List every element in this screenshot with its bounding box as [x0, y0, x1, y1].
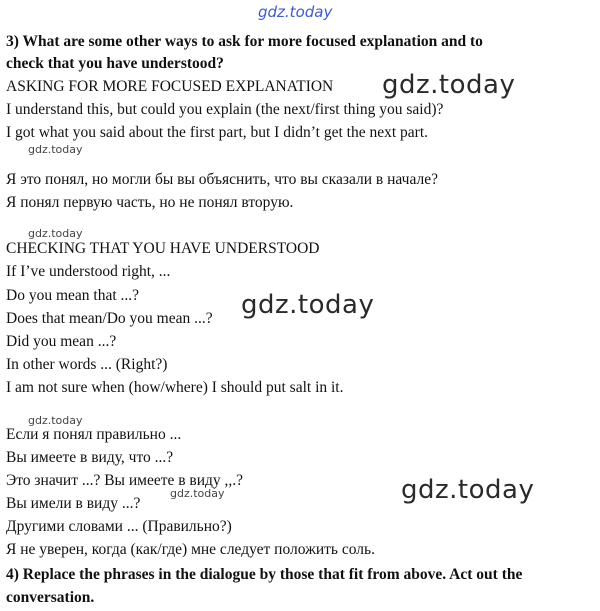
task3-heading-line1: 3) What are some other ways to ask for more focused explanation and to	[6, 33, 483, 50]
watermark-small: gdz.today	[170, 487, 225, 500]
section-title-checking: CHECKING THAT YOU HAVE UNDERSTOOD	[6, 240, 320, 257]
phrase-line: In other words ... (Right?)	[6, 356, 168, 373]
task4-heading-line1: 4) Replace the phrases in the dialogue by those that fit from above. Act out the	[6, 566, 523, 583]
section-title-asking: ASKING FOR MORE FOCUSED EXPLANATION	[6, 78, 334, 95]
translation-line: Я понял первую часть, но не понял вторую.	[6, 194, 294, 211]
watermark-large: gdz.today	[241, 290, 375, 320]
watermark-small: gdz.today	[28, 227, 83, 240]
translation-line: Другими словами ... (Правильно?)	[6, 518, 232, 535]
watermark-small: gdz.today	[28, 143, 83, 156]
watermark-top: gdz.today	[258, 3, 333, 21]
phrase-line: I am not sure when (how/where) I should put salt in it.	[6, 379, 344, 396]
task4-heading-line2: conversation.	[6, 589, 95, 606]
phrase-line: Do you mean that ...?	[6, 287, 140, 304]
translation-line: Я не уверен, когда (как/где) мне следует положить соль.	[6, 541, 375, 558]
translation-line: Вы имеете в виду, что ...?	[6, 449, 174, 466]
task3-heading-line2: check that you have understood?	[6, 55, 224, 72]
translation-line: Это значит ...? Вы имеете в виду ,,.?	[6, 472, 244, 489]
watermark-large: gdz.today	[401, 475, 535, 505]
watermark-small: gdz.today	[28, 414, 83, 427]
translation-line: Вы имели в виду ...?	[6, 495, 141, 512]
watermark-large: gdz.today	[382, 70, 516, 100]
phrase-line: Did you mean ...?	[6, 333, 117, 350]
phrase-line: If I’ve understood right, ...	[6, 263, 171, 280]
translation-line: Я это понял, но могли бы вы объяснить, что вы сказали в начале?	[6, 171, 438, 188]
phrase-line: I got what you said about the first part, but I didn’t get the next part.	[6, 124, 428, 141]
phrase-line: I understand this, but could you explain (the next/first thing you said)?	[6, 101, 444, 118]
translation-line: Если я понял правильно ...	[6, 426, 182, 443]
phrase-line: Does that mean/Do you mean ...?	[6, 310, 213, 327]
